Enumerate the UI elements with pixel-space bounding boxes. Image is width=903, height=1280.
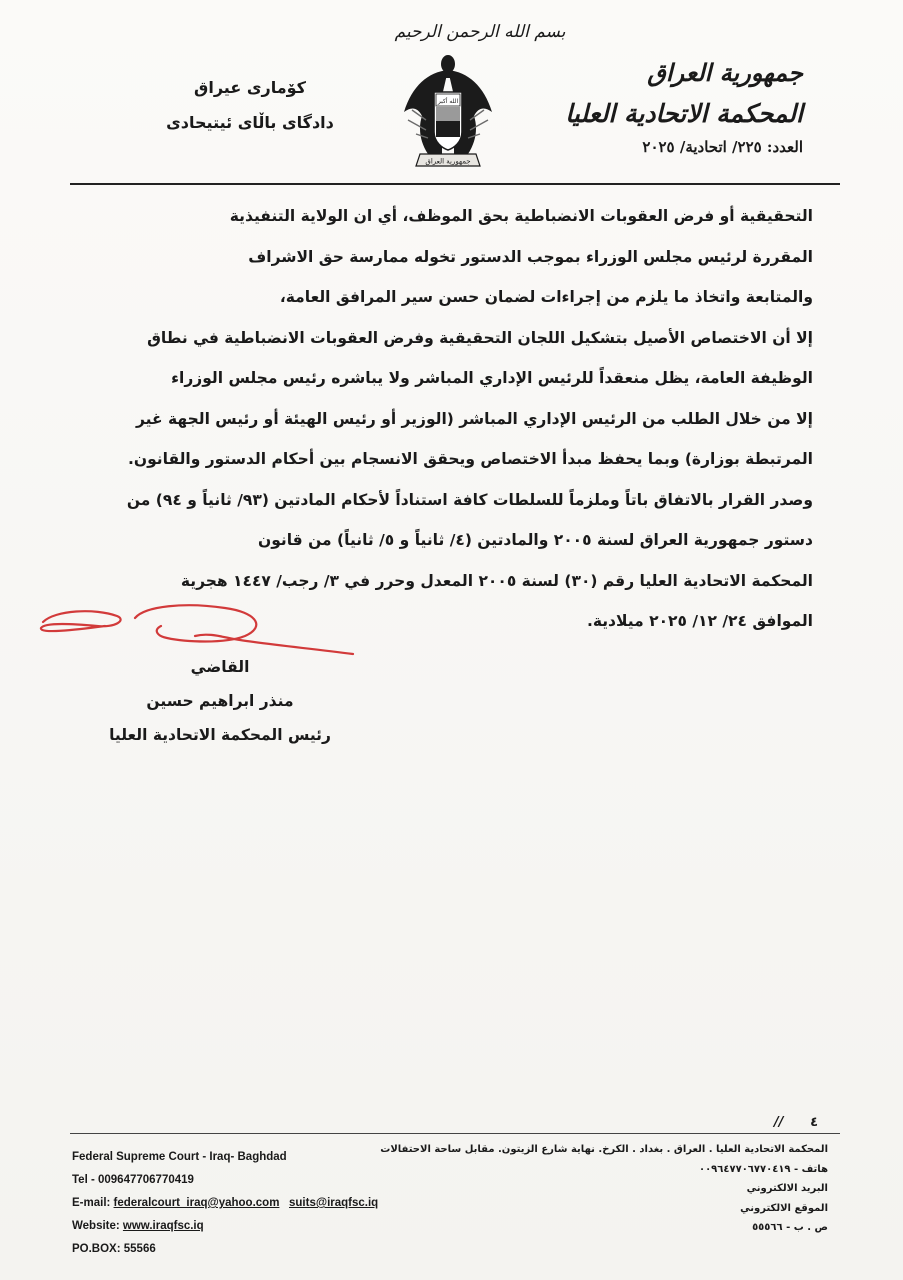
- footer-tel-en: Tel - 009647706770419: [72, 1174, 194, 1186]
- body-line: المحكمة الاتحادية العليا رقم (٣٠) لسنة ٢٠٠٥ المعدل وحرر في ٣/ رجب/ ١٤٤٧ هجرية: [180, 571, 813, 590]
- website-label: Website:: [72, 1220, 120, 1232]
- emblem-caption: جمهورية العراق: [425, 157, 471, 166]
- signature-block: [90, 650, 350, 752]
- body-line: الموافق ٢٤/ ١٢/ ٢٠٢٥ ميلادية.: [586, 612, 813, 630]
- footer-website-en: [72, 1215, 452, 1238]
- footer-website-ar: الموقع الالكتروني: [740, 1202, 828, 1214]
- footer-address-ar: المحكمة الاتحادية العليا . العراق . بغداد . الكرخ. نهاية شارع الزيتون. مقابل ساحة الاحتفالات: [380, 1144, 828, 1155]
- signatory-name: منذر ابراهيم حسين: [146, 692, 294, 710]
- footer-divider: [70, 1133, 840, 1134]
- footer-english: [72, 1146, 452, 1261]
- footer-pobox-en: PO.BOX: 55566: [72, 1243, 156, 1255]
- header-kurdish: [145, 78, 355, 148]
- body-line: إلا أن الاختصاص الأصيل بتشكيل اللجان التحقيقية وفرض العقوبات الانضباطية في نطاق: [147, 328, 813, 347]
- body-line: المرتبطة بوزارة) وبما يحفظ مبدأ الاختصاص ويحقق الانسجام بين أحكام الدستور والقانون.: [127, 450, 813, 468]
- footer-court-en: Federal Supreme Court - Iraq- Baghdad: [72, 1151, 287, 1163]
- email-label: E-mail:: [72, 1197, 111, 1209]
- footer-email-ar: البريد الالكتروني: [746, 1183, 828, 1194]
- emblem-shield-text: الله أكبر: [437, 98, 459, 105]
- signatory-position: رئيس المحكمة الاتحادية العليا: [109, 726, 331, 744]
- header-arabic: [565, 58, 803, 156]
- email-link-suits[interactable]: suits@iraqfsc.iq: [289, 1197, 379, 1209]
- footer-email-en: [72, 1192, 452, 1215]
- footer-arabic: [380, 1140, 828, 1238]
- country-name-ku: كۆمارى عيراق: [194, 78, 306, 97]
- court-name-ku: دادگاى باڵاى ئیتیحادی: [166, 113, 334, 132]
- email-link-primary[interactable]: federalcourt_iraq@yahoo.com: [113, 1197, 280, 1209]
- page-mark-slashes: //: [774, 1115, 784, 1130]
- country-name-ar: جمهورية العراق: [647, 58, 803, 87]
- body-line: الوظيفة العامة، يظل منعقداً للرئيس الإداري المباشر ولا يباشره رئيس مجلس الوزراء: [171, 369, 813, 387]
- body-line: دستور جمهورية العراق لسنة ٢٠٠٥ والمادتين (٤/ ثانياً و ٥/ ثانياً) من قانون: [257, 531, 813, 549]
- body-line: التحقيقية أو فرض العقوبات الانضباطية بحق الموظف، أي ان الولاية التنفيذية: [229, 207, 813, 225]
- document-number: العدد: ٢٢٥/ اتحادية/ ٢٠٢٥: [642, 138, 803, 156]
- body-line: والمتابعة واتخاذ ما يلزم من إجراءات لضمان حسن سير المرافق العامة،: [279, 288, 813, 306]
- body-line: إلا من خلال الطلب من الرئيس الإداري المباشر (الوزير أو رئيس الهيئة أو رئيس الجهة غير: [136, 409, 813, 428]
- website-link[interactable]: www.iraqfsc.iq: [122, 1220, 204, 1232]
- footer-pobox-ar: ص . ب - ٥٥٥٦٦: [752, 1222, 828, 1233]
- signatory-title: القاضي: [190, 658, 250, 676]
- body-line: وصدر القرار بالاتفاق باتاً وملزماً للسلطات كافة استناداً لأحكام المادتين (٩٣/ ثانياً و ٩٤) من: [126, 490, 813, 509]
- page-number: [774, 1115, 818, 1130]
- eagle-emblem-icon: [398, 50, 498, 175]
- ruling-body: [93, 196, 813, 642]
- footer-phone-ar: هاتف - ٠٠٩٦٤٧٧٠٦٧٧٠٤١٩: [698, 1163, 828, 1175]
- basmala: بسم الله الرحمن الرحيم: [394, 22, 566, 42]
- header-divider: [70, 183, 840, 185]
- page-number-value: ٤: [810, 1115, 818, 1130]
- court-name-ar: المحكمة الاتحادية العليا: [565, 99, 803, 128]
- body-line: المقررة لرئيس مجلس الوزراء بموجب الدستور تخوله ممارسة حق الاشراف: [248, 247, 813, 266]
